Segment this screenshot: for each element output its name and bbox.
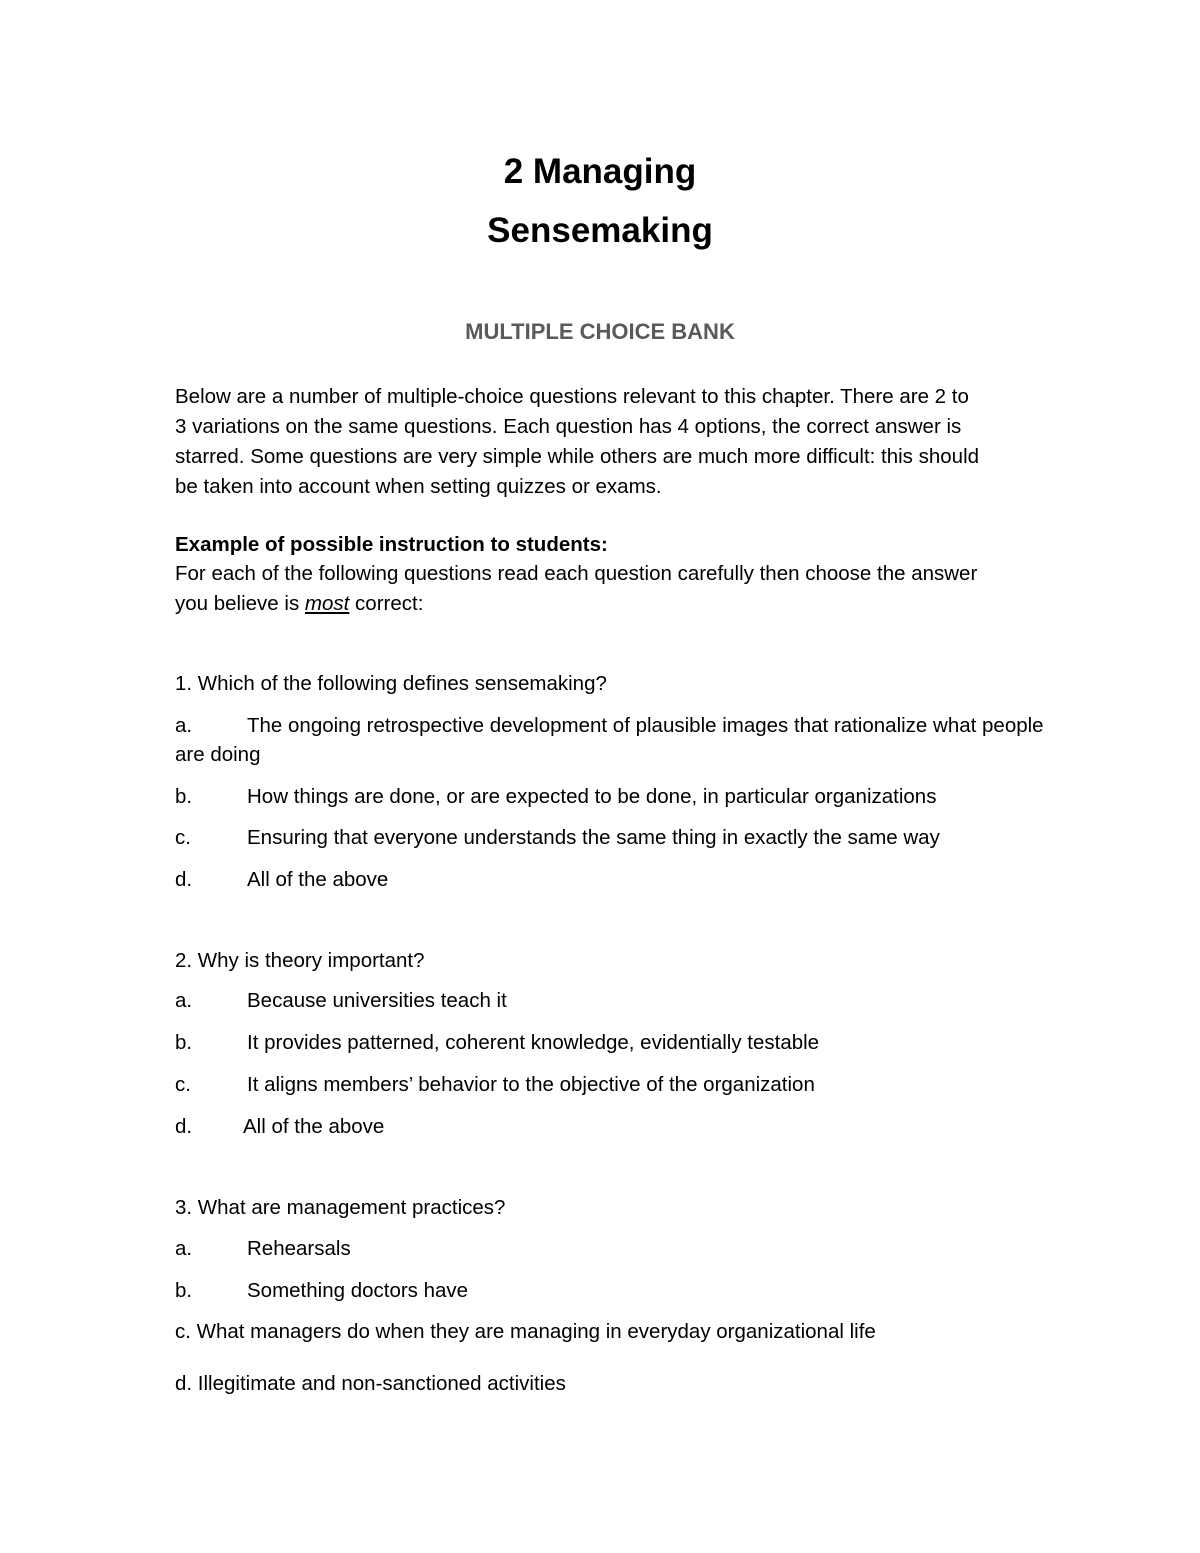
- instruction-line-2: [175, 589, 423, 619]
- option-letter: d.: [175, 868, 193, 891]
- option-letter: b.: [175, 785, 193, 808]
- option-text: Something doctors have: [247, 1279, 469, 1302]
- q3-option-d: d. Illegitimate and non-sanctioned activities: [175, 1372, 566, 1395]
- intro-line-3: starred. Some questions are very simple while others are much more difficult: this should: [175, 445, 980, 468]
- option-letter: b.: [175, 1279, 193, 1302]
- option-text: It provides patterned, coherent knowledge, evidentially testable: [247, 1031, 820, 1054]
- option-letter: c.: [175, 826, 191, 849]
- question-1: 1. Which of the following defines sensemaking?: [175, 672, 607, 695]
- instruction-line-2-start: you believe is: [175, 592, 305, 615]
- option-letter: c.: [175, 1073, 191, 1096]
- question-3: 3. What are management practices?: [175, 1196, 506, 1219]
- option-letter: a.: [175, 989, 193, 1012]
- option-text: All of the above: [243, 1115, 385, 1138]
- q3-option-c: c. What managers do when they are managing in everyday organizational life: [175, 1320, 876, 1343]
- intro-line-4: be taken into account when setting quizzes or exams.: [175, 475, 662, 498]
- option-text: It aligns members’ behavior to the objective of the organization: [247, 1073, 815, 1096]
- option-letter: d.: [175, 1115, 193, 1138]
- option-letter: a.: [175, 1237, 193, 1260]
- emphasis-most: most: [304, 592, 350, 615]
- option-letter: b.: [175, 1031, 193, 1054]
- document-title-line-1: 2 Managing: [503, 152, 697, 191]
- option-text: The ongoing retrospective development of plausible images that rationalize what people: [247, 714, 1044, 737]
- option-text: All of the above: [247, 868, 389, 891]
- q1-option-a-continuation: are doing: [175, 743, 261, 766]
- option-letter: a.: [175, 714, 193, 737]
- option-text: Because universities teach it: [247, 989, 507, 1012]
- intro-line-2: 3 variations on the same questions. Each question has 4 options, the correct answer is: [175, 415, 962, 438]
- question-2: 2. Why is theory important?: [175, 949, 425, 972]
- option-text: Ensuring that everyone understands the same thing in exactly the same way: [247, 826, 940, 849]
- instruction-line-2-end: correct:: [349, 592, 424, 615]
- option-text: How things are done, or are expected to be done, in particular organizations: [247, 785, 937, 808]
- instruction-line-1: For each of the following questions read each question carefully then choose the answer: [175, 562, 978, 585]
- option-text: Rehearsals: [247, 1237, 351, 1260]
- instruction-heading: Example of possible instruction to students:: [175, 533, 608, 556]
- section-heading: MULTIPLE CHOICE BANK: [465, 319, 735, 344]
- document-title-line-2: Sensemaking: [487, 211, 713, 250]
- intro-line-1: Below are a number of multiple-choice questions relevant to this chapter. There are 2 to: [175, 385, 969, 408]
